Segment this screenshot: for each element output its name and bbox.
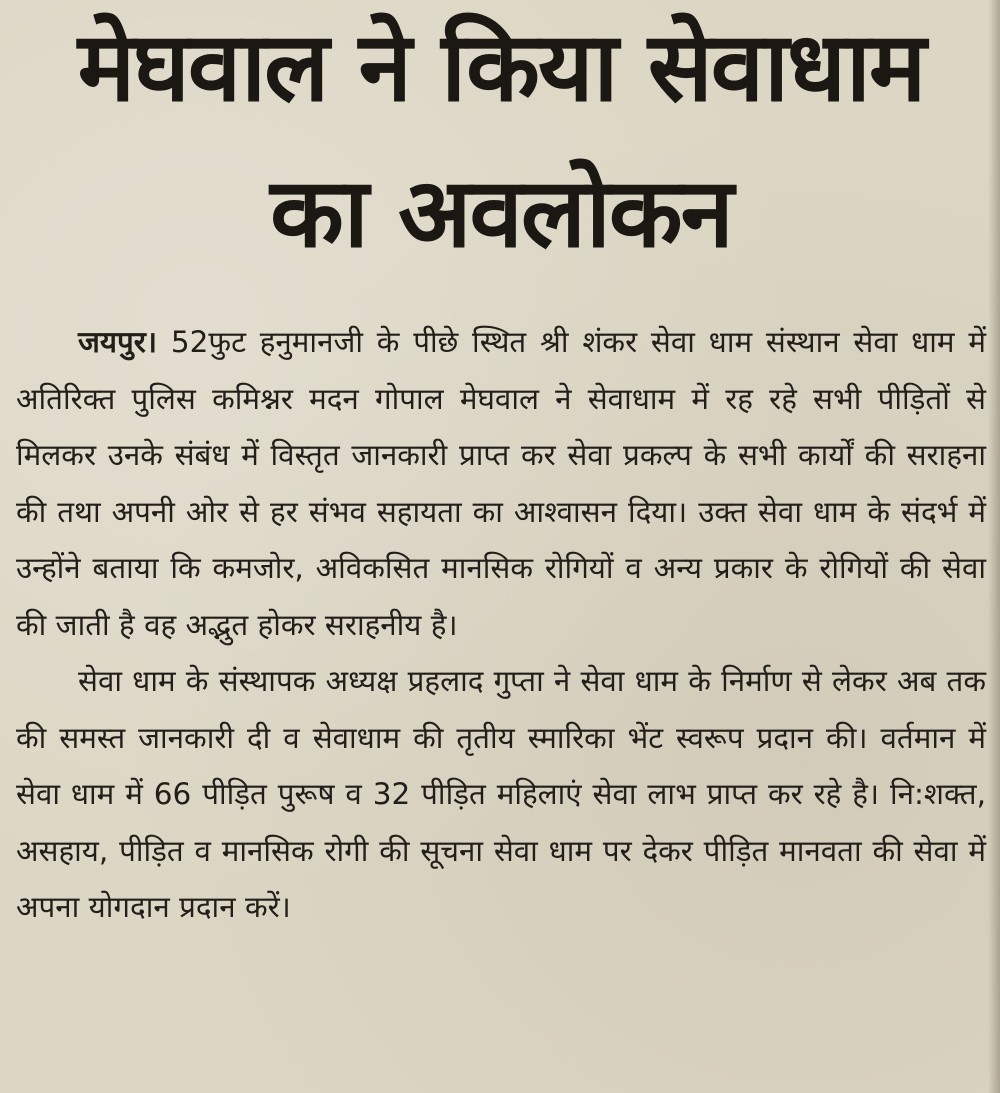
- headline: [16, 0, 986, 272]
- paper-edge-shadow: [988, 0, 1000, 1093]
- dateline: जयपुर।: [78, 325, 158, 359]
- paragraph-1-text: 52फुट हनुमानजी के पीछे स्थित श्री शंकर सेवा धाम संस्थान सेवा धाम में अतिरिक्त पुलिस कमिश्नर मदन गोपाल मेघवाल ने सेवाधाम में रह रहे सभी पीड़ितों से मिलकर उनके संबंध में विस्तृत जानकारी प्राप्त कर सेवा प्रकल्प के सभी कार्यों की सराहना की तथा अपनी ओर से हर संभव सहायता का आश्वासन दिया। उक्त सेवा धाम के संदर्भ में उन्होंने बताया कि कमजोर, अविकसित मानसिक रोगियों व अन्य प्रकार के रोगियों की सेवा की जाती है वह अद्भुत होकर सराहनीय है।: [16, 325, 986, 642]
- headline-line-2: का अवलोकन: [270, 157, 732, 269]
- article-body: [16, 314, 986, 936]
- paragraph-2: सेवा धाम के संस्थापक अध्यक्ष प्रहलाद गुप्ता ने सेवा धाम के निर्माण से लेकर अब तक की समस्त जानकारी दी व सेवाधाम की तृतीय स्मारिका भेंट स्वरूप प्रदान की। वर्तमान में सेवा धाम में 66 पीड़ित पुरूष व 32 पीड़ित महिलाएं सेवा लाभ प्राप्त कर रहे है। नि:शक्त, असहाय, पीड़ित व मानसिक रोगी की सूचना सेवा धाम पर देकर पीड़ित मानवता की सेवा में अपना योगदान प्रदान करें।: [16, 664, 986, 924]
- paragraph-1: [16, 314, 986, 653]
- headline-line-1: मेघवाल ने किया सेवाधाम: [77, 11, 925, 123]
